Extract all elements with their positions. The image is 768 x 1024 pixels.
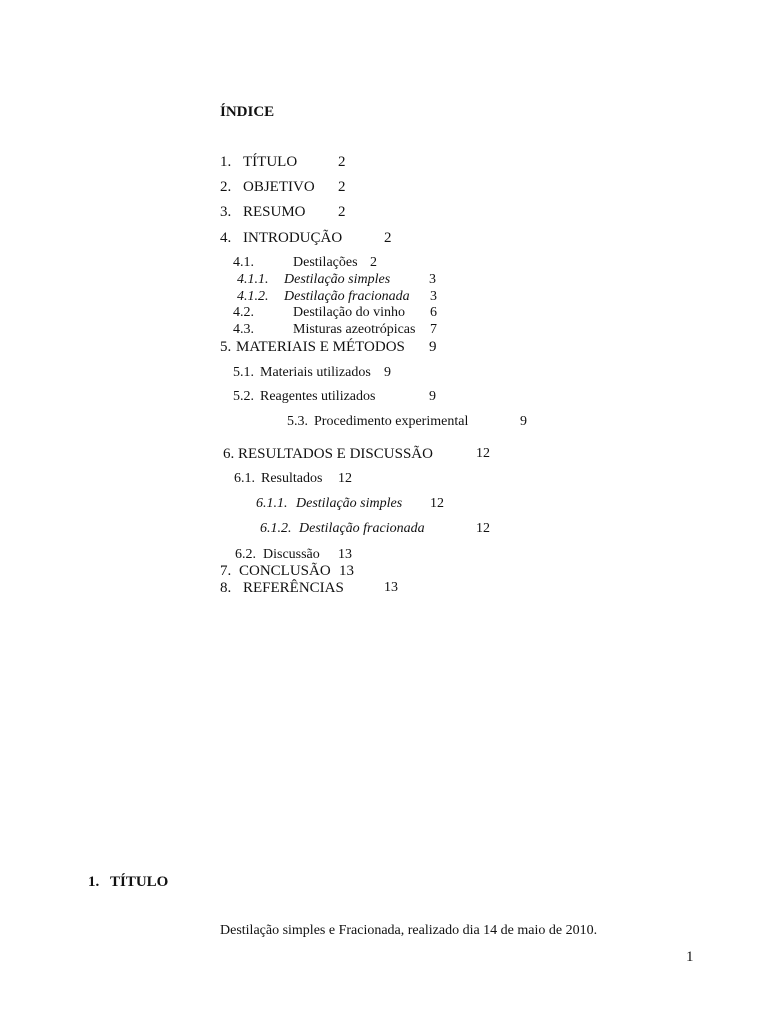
toc-entry-page: 7	[430, 322, 437, 337]
section-title: TÍTULO	[110, 874, 169, 890]
toc-entry-label: Resultados	[261, 471, 323, 486]
toc-entry-page: 12	[338, 471, 352, 486]
toc-entry-label: Destilação simples	[284, 272, 391, 287]
page-number: 1	[686, 949, 694, 965]
toc-entry-page: 2	[338, 154, 346, 170]
toc-entry-number: 5.	[220, 339, 232, 355]
toc-entry-number: 1.	[220, 154, 232, 170]
toc-entry-page: 12	[430, 496, 444, 511]
toc-entry-number: 4.	[220, 230, 232, 246]
toc-entry-label: CONCLUSÃO	[239, 563, 331, 579]
toc-entry-label: Procedimento experimental	[314, 414, 469, 429]
toc-entry-page: 13	[384, 580, 398, 595]
toc-entry-label: Destilação do vinho	[293, 305, 405, 320]
toc-entry-number: 4.1.1.	[237, 272, 269, 287]
toc-entry-page: 9	[520, 414, 527, 429]
toc-entry-number: 4.3.	[233, 322, 254, 337]
toc-entry-label: Destilação simples	[296, 496, 403, 511]
toc-entry-page: 3	[430, 289, 437, 304]
toc-entry-number: 7.	[220, 563, 232, 579]
toc-entry-page: 13	[339, 563, 354, 579]
toc-entry-page: 2	[370, 255, 377, 270]
section-number: 1.	[88, 874, 100, 890]
toc-entry-page: 12	[476, 521, 490, 536]
toc-entry-label: REFERÊNCIAS	[243, 580, 344, 596]
toc-entry-number: 5.1.	[233, 365, 254, 380]
toc-entry-label: RESULTADOS E DISCUSSÃO	[238, 446, 433, 462]
toc-entry-label: INTRODUÇÃO	[243, 230, 343, 246]
toc-entry-page: 9	[429, 339, 437, 355]
toc-entry-label: MATERIAIS E MÉTODOS	[236, 339, 405, 355]
toc-entry-number: 6.1.	[234, 471, 255, 486]
toc-entry-number: 6.2.	[235, 547, 256, 562]
toc-entry-number: 6.1.1.	[256, 496, 288, 511]
toc-entry-page: 2	[384, 230, 392, 246]
toc-entry-label: Destilações	[293, 255, 358, 270]
toc-entry-page: 9	[384, 365, 391, 380]
toc-entry-page: 13	[338, 547, 352, 562]
toc-entry-number: 6.	[223, 446, 235, 462]
toc-entry-page: 2	[338, 179, 346, 195]
toc-entry-page: 2	[338, 204, 346, 220]
toc-entry-number: 3.	[220, 204, 232, 220]
toc-entry-number: 4.1.	[233, 255, 254, 270]
toc-entry-label: OBJETIVO	[243, 179, 315, 195]
toc-entry-number: 5.3.	[287, 414, 308, 429]
toc-entry-page: 3	[429, 272, 436, 287]
toc-entry-label: Destilação fracionada	[284, 289, 410, 304]
toc-entry-number: 8.	[220, 580, 232, 596]
toc-entry-page: 6	[430, 305, 437, 320]
toc-entry-label: Misturas azeotrópicas	[293, 322, 416, 337]
toc-entry-label: RESUMO	[243, 204, 306, 220]
toc-entry-label: TÍTULO	[243, 154, 298, 170]
toc-entry-number: 4.1.2.	[237, 289, 269, 304]
toc-entry-label: Destilação fracionada	[299, 521, 425, 536]
toc-entry-page: 9	[429, 389, 436, 404]
toc-entry-number: 6.1.2.	[260, 521, 292, 536]
toc-entry-label: Reagentes utilizados	[260, 389, 376, 404]
toc-entry-number: 4.2.	[233, 305, 254, 320]
toc-entry-label: Discussão	[263, 547, 320, 562]
toc-entry-page: 12	[476, 446, 490, 461]
toc-entry-label: Materiais utilizados	[260, 365, 371, 380]
toc-entry-number: 5.2.	[233, 389, 254, 404]
toc-entry-number: 2.	[220, 179, 232, 195]
index-heading: ÍNDICE	[220, 104, 275, 120]
section-body-text: Destilação simples e Fracionada, realizado dia 14 de maio de 2010.	[220, 923, 598, 938]
